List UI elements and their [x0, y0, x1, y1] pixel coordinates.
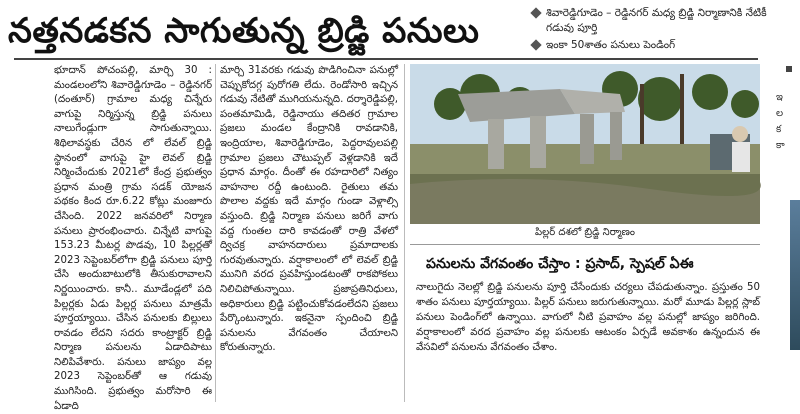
diamond-bullet-icon — [530, 7, 541, 18]
adjacent-article-photo — [790, 200, 800, 350]
quote-body: నాలుగైదు నెలల్లో బ్రిడ్జి పనులను పూర్తి చేసేందుకు చర్యలు చేపడుతున్నాం. ప్రస్తుతం 50 శాతం పనులు పూర్తయ్యాయి. పిల్లర్ పనులు జరుగుతున్నాయి. మరో మూడు పిల్లర్ల స్లాబ్ పనులు పెండింగ్‌లో ఉన్నాయి. వాగులో నీటి ప్రవాహం వల్ల పనుల్లో జాప్యం జరిగింది. వర్షాకాలంలో వరద ప్రవాహం వల్ల పనులకు ఆటంకం ఏర్పడే అవకాశం ఉన్నందున ఈ వేసవిలో పనులను వేగవంతం చేశాం. — [416, 282, 760, 353]
article-column-2: మార్చి 31వరకు గడువు పొడిగించినా పనుల్లో చెప్పుకోదగ్గ పురోగతి లేదు. రెండోసారి ఇచ్చిన గడువు నేటితో ముగియనున్నది. దర్శారెడ్డిపల్లి, పంతమామిడి, రెడ్డినాయు తదితర గ్రామాల ప్రజలు మండల కేంద్రానికి రావడానికి, ఇంద్రియాల, శివారెడ్డిగూడెం, పెద్దరావులపల్లి గ్రామాల ప్రజలు చౌటుప్పల్ వెళ్లడానికి ఇదే ప్రధాన మార్గం. దీంతో ఈ రహదారిలో నిత్యం వాహనాల రద్దీ ఉంటుంది. రైతులు తమ పొలాల వద్దకు ఇదే మార్గం గుండా వెళ్లాల్సి వస్తుంది. బ్రిడ్జి నిర్మాణ పనులు జరిగే వాగు వద్ద గుంతల దారి కావడంతో రాత్రి వేళలో ద్విచక్ర వాహనదారులు ప్రమాదాలకు గురవుతున్నారు. వర్షాకాలంలో లో లెవల్ బ్రిడ్జి మునిగి వరద ప్రవహిస్తుండటంతో రాకపోకలు నిలిచిపోతున్నాయి. ప్రజాప్రతినిధులు, అధికారులు బ్రిడ్జి పట్టించుకోవడంలేదని ప్రజలు పేర్కొంటున్నారు. ఇకనైనా స్పందించి బ్రిడ్జి పనులను వేగవంతం చేయాలని కోరుతున్నారు. — [220, 65, 398, 354]
diamond-bullet-icon — [530, 39, 541, 50]
column-divider — [404, 64, 405, 402]
strip-fragment: కా — [776, 140, 785, 151]
bridge-construction-photo — [410, 64, 760, 224]
article-headline: నత్తనడకన సాగుతున్న బ్రిడ్జి పనులు — [8, 11, 480, 51]
strip-fragment: ఇ — [776, 92, 783, 103]
caption-rule — [410, 244, 760, 245]
photo-caption: పిల్లర్ దశలో బ్రిడ్జి నిర్మాణం — [535, 227, 635, 238]
bullet-item: శివారెడ్డిగూడెం – రెడ్డినగర్ మధ్య బ్రిడ్జి నిర్మాణానికి నేటికీ గడువు పూర్తి — [532, 6, 772, 36]
headline-rule — [14, 58, 758, 60]
column-divider — [215, 64, 216, 402]
square-bullet-icon — [786, 66, 792, 72]
strip-fragment: ల — [776, 108, 784, 119]
highlight-bullets — [532, 6, 772, 55]
bridge-photo-illustration — [410, 64, 760, 224]
strip-fragment: క — [776, 124, 782, 135]
quote-subheading: పనులను వేగవంతం చేస్తాం : ప్రసాద్, స్పెషల్ ఏఈ — [426, 256, 694, 272]
bullet-item: ఇంకా 50శాతం పనులు పెండింగ్ — [532, 38, 772, 53]
article-column-1: భూదాన్ పోచంపల్లి, మార్చి 30 : మండలంలోని శివారెడ్డిగూడెం – రెడ్డినగర్ (దంతూర్) గ్రామాల మధ్య చిన్నేరు వాగుపై నిర్మిస్తున్న బ్రిడ్జి పనులు నాలుగేండ్లుగా సాగుతున్నాయి. శిథిలావస్థకు చేరిన లో లేవల్ బ్రిడ్జి స్థానంలో వాగుపై హై లెవల్ బ్రిడ్జి నిర్మించేందుకు 2021లో కేంద్ర ప్రభుత్వం ప్రధాన మంత్రి గ్రామ సడక్ యోజన పథకం కింద రూ.6.22 కోట్లు మంజూరు చేసింది. 2022 జనవరిలో నిర్మాణ పనులు ప్రారంభించారు. చిన్నేటి వాగుపై 153.23 మీటర్ల పొడవు, 10 పిల్లర్లతో 2023 సెప్టెంబర్‌లోగా బ్రిడ్జి పనులు పూర్తి చేసి అందుబాటులోకి తీసుకురావాలని నిర్ణయించారు. కానీ.. మూడేండ్లలో పది పిల్లర్లకు ఏడు పిల్లర్ల పనులు మాత్రమే పూర్తయ్యాయి. చేసిన పనులకు బిల్లులు రావడం లేదని సదరు కాంట్రాక్టర్ బ్రిడ్జి నిర్మాణ పనులను ఏడాదిపాటు నిలిపివేశారు. పనులు జాప్యం వల్ల 2023 సెప్టెంబర్‌తో ఆ గడువు ముగిసింది. ప్రభుత్వం మరోసారి ఈ ఏడాది — [54, 65, 212, 412]
